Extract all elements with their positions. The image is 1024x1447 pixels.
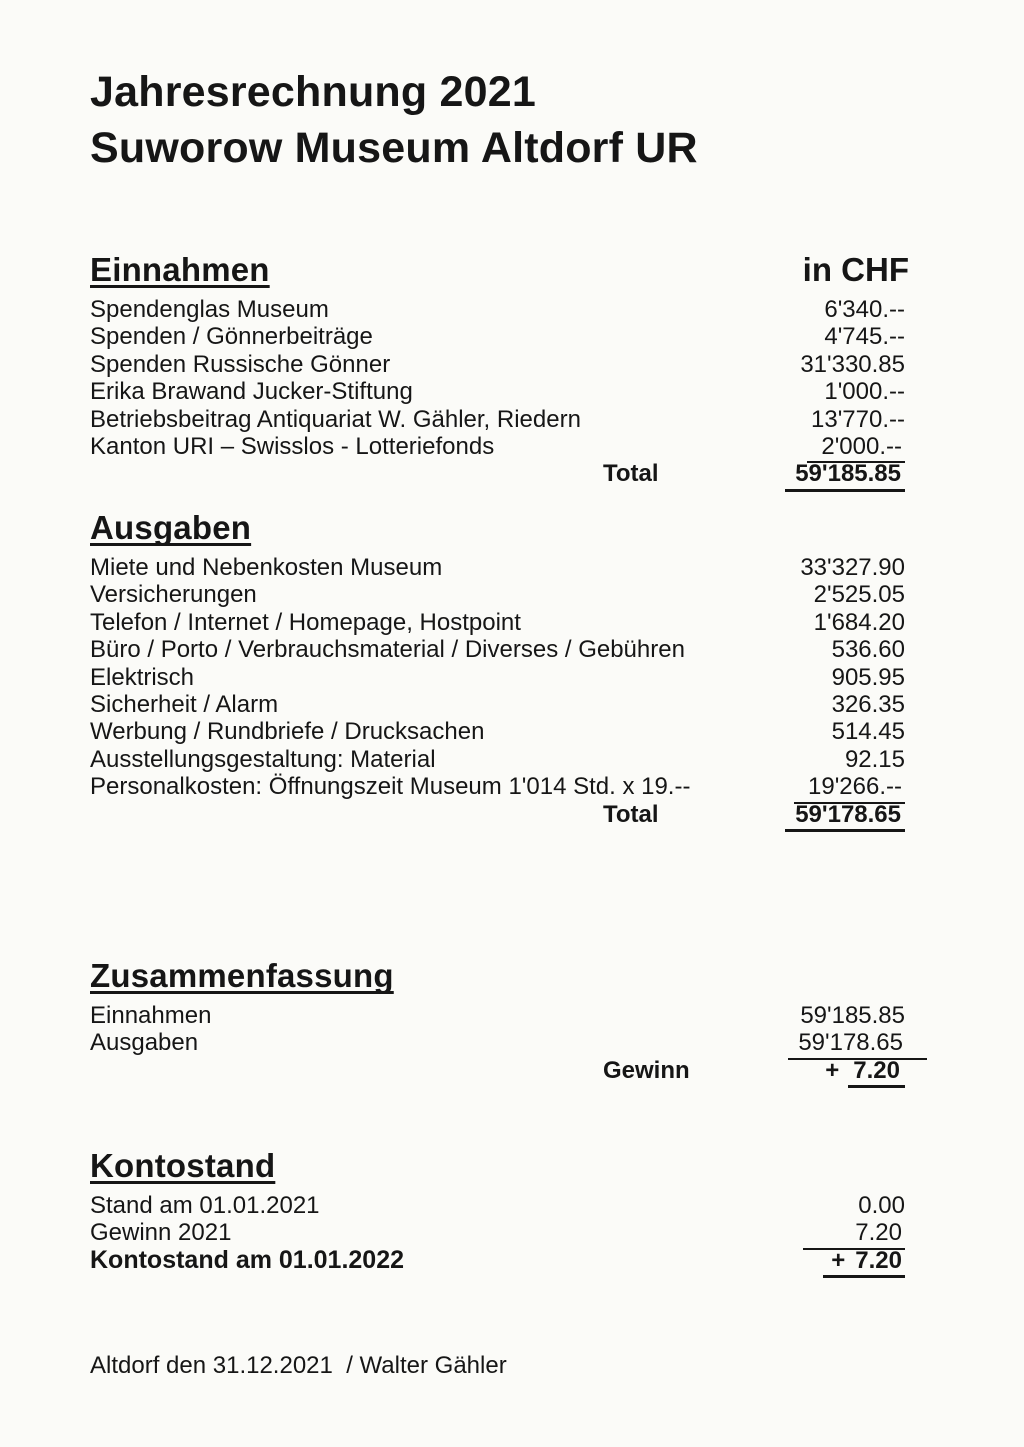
line-item-label: Werbung / Rundbriefe / Drucksachen (90, 718, 485, 746)
einnahmen-total-value: 59'185.85 (785, 460, 905, 491)
line-item (90, 323, 935, 350)
line-item-value: 13'770.-- (811, 405, 905, 433)
line-item-value: 31'330.85 (800, 350, 905, 378)
line-item-label: Ausstellungsgestaltung: Material (90, 745, 436, 773)
document-title-line2: Suworow Museum Altdorf UR (90, 124, 698, 172)
document-footer: Altdorf den 31.12.2021 / Walter Gähler (90, 1352, 507, 1379)
line-item-label: Versicherungen (90, 581, 257, 609)
line-item (90, 406, 935, 433)
line-item-label: Spenden / Gönnerbeiträge (90, 323, 373, 351)
einnahmen-heading-row (90, 252, 935, 296)
ausgaben-heading: Ausgaben (90, 509, 252, 546)
document-title (90, 64, 698, 176)
line-item-label: Stand am 01.01.2021 (90, 1192, 320, 1219)
ausgaben-heading-row (90, 510, 935, 554)
kontostand-result-sign: + (831, 1246, 846, 1274)
line-item (90, 296, 935, 323)
line-item-value: 92.15 (844, 745, 905, 773)
section-kontostand (90, 1148, 935, 1275)
line-item-label: Elektrisch (90, 663, 195, 691)
line-item (90, 554, 935, 581)
line-item (90, 1029, 935, 1056)
line-item-label: Spenden Russische Gönner (90, 350, 391, 378)
line-item-value: 1'000.-- (824, 378, 905, 406)
line-item-value-underlined: 59'178.65 (788, 1029, 927, 1059)
line-item (90, 378, 935, 405)
line-item-value: 6'340.-- (824, 296, 905, 323)
line-item (90, 581, 935, 608)
section-zusammenfassung (90, 958, 935, 1085)
ausgaben-rows (90, 554, 935, 829)
ausgaben-total-row (90, 801, 935, 829)
line-item-value-underlined: 2'000.-- (807, 433, 905, 463)
line-item-label: Telefon / Internet / Homepage, Hostpoint (90, 608, 521, 636)
line-item (90, 1192, 935, 1219)
ausgaben-total-value: 59'178.65 (785, 801, 905, 832)
line-item-value: 59'185.85 (800, 1002, 905, 1029)
kontostand-heading: Kontostand (90, 1147, 276, 1184)
line-item-label: Betriebsbeitrag Antiquariat W. Gähler, Riedern (90, 405, 581, 433)
einnahmen-total-row (90, 460, 935, 488)
line-item-value: 514.45 (831, 718, 905, 746)
kontostand-heading-row (90, 1148, 935, 1192)
line-item-label: Kanton URI – Swisslos - Lotteriefonds (90, 432, 495, 460)
line-item-value-underlined: 19'266.-- (794, 773, 905, 803)
section-einnahmen (90, 252, 935, 488)
line-item (90, 691, 935, 718)
line-item-value: 4'745.-- (824, 323, 905, 351)
line-item-value: 2'525.05 (813, 581, 905, 609)
einnahmen-rows (90, 296, 935, 488)
line-item (90, 609, 935, 636)
line-item-value: 326.35 (831, 690, 905, 718)
line-item (90, 433, 935, 460)
line-item-label: Ausgaben (90, 1029, 199, 1057)
gewinn-label: Gewinn (603, 1056, 690, 1084)
total-label: Total (603, 800, 659, 828)
line-item-label: Gewinn 2021 (90, 1219, 232, 1247)
gewinn-row (90, 1057, 935, 1085)
line-item-label: Miete und Nebenkosten Museum (90, 554, 443, 581)
line-item-label: Personalkosten: Öffnungszeit Museum 1'014 Std. x 19.-- (90, 773, 691, 801)
line-item-label: Sicherheit / Alarm (90, 690, 279, 718)
line-item (90, 746, 935, 773)
line-item (90, 718, 935, 745)
line-item-label: Büro / Porto / Verbrauchsmaterial / Diverses / Gebühren (90, 636, 685, 664)
zusammenfassung-heading-row (90, 958, 935, 1002)
line-item-value: 536.60 (831, 636, 905, 664)
line-item-label: Einnahmen (90, 1002, 212, 1029)
kontostand-result-label: Kontostand am 01.01.2022 (90, 1245, 405, 1274)
line-item (90, 1002, 935, 1029)
zusammenfassung-rows (90, 1002, 935, 1085)
kontostand-result-amount: 7.20 (855, 1246, 902, 1274)
line-item-value: 0.00 (858, 1192, 905, 1219)
currency-header: in CHF (802, 251, 909, 288)
kontostand-result-row (90, 1247, 935, 1275)
line-item-value-underlined: 7.20 (803, 1219, 905, 1249)
gewinn-sign: + (825, 1056, 840, 1084)
line-item (90, 351, 935, 378)
zusammenfassung-heading: Zusammenfassung (90, 957, 394, 994)
einnahmen-heading: Einnahmen (90, 251, 270, 288)
line-item-value: 905.95 (831, 663, 905, 691)
kontostand-result-value (823, 1247, 905, 1278)
total-label: Total (603, 460, 659, 488)
kontostand-rows (90, 1192, 935, 1275)
gewinn-value (825, 1057, 905, 1088)
line-item-value: 33'327.90 (800, 554, 905, 581)
line-item-value: 1'684.20 (813, 608, 905, 636)
section-ausgaben (90, 510, 935, 829)
line-item (90, 664, 935, 691)
document-title-line1: Jahresrechnung 2021 (90, 68, 536, 116)
line-item (90, 1219, 935, 1246)
gewinn-amount: 7.20 (848, 1057, 905, 1088)
line-item-label: Spendenglas Museum (90, 296, 329, 323)
line-item-label: Erika Brawand Jucker-Stiftung (90, 378, 413, 406)
line-item (90, 636, 935, 663)
line-item (90, 773, 935, 800)
